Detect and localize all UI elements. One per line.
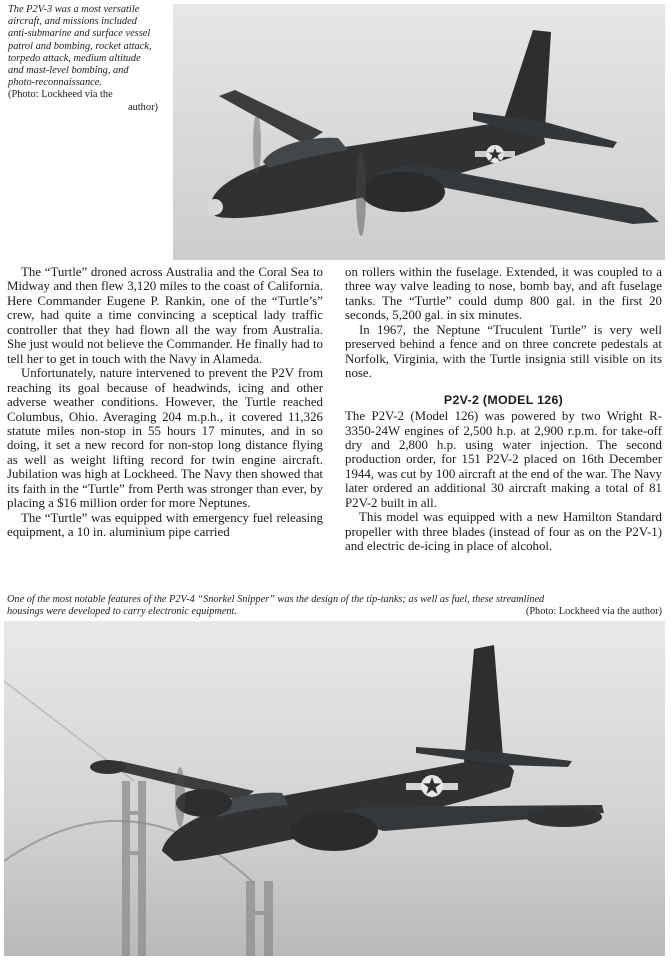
top-caption-credit — [8, 89, 158, 113]
top-caption-text: The P2V-3 was a most versatile aircraft, and missions included anti-submarine and surface vessel patrol and bombing, rocket attack, torpedo attack, medium altitude and mast-level bombing, and photo-reconnaissance. — [8, 4, 152, 89]
top-photo-caption — [8, 4, 158, 114]
right-paragraph-3: The P2V-2 (Model 126) was powered by two Wright R-3350-24W engines of 2,500 h.p. at 2,900 r.p.m. for take-off dry and 2,800 h.p. using water injection. The second production order, for 151 P2V-2 placed on 16th December 1944, was cut by 100 aircraft at the end of the war. The Navy later ordered an additional 30 aircraft making a total of 81 P2V-2 built in all. — [345, 409, 662, 510]
right-paragraph-1: on rollers within the fuselage. Extended, it was coupled to a three way valve leading to nose, bomb bay, and aft fuselage tanks. The “Turtle” could dump 800 gal. in the first 20 seconds, 5,200 gal. in six minutes. — [345, 265, 662, 323]
p2v4-aircraft-photo — [4, 621, 665, 956]
right-paragraph-2: In 1967, the Neptune “Truculent Turtle” is very well preserved behind a fence and on three concrete pedestals at Norfolk, Virginia, with the Turtle insignia still visible on its nose. — [345, 322, 662, 381]
left-paragraph-1: The “Turtle” droned across Australia and the Coral Sea to Midway and then flew 3,120 miles to the coast of California. Here Commander Eugene P. Rankin, one of the “Turtle’s” crew, had quite a time convincing a sceptical lady traffic controller that they had flown all the way from Australia. She just would not believe the Commander. He finally had to tell her to get in touch with the Navy in Alameda. — [7, 265, 323, 366]
top-caption-credit-line1: (Photo: Lockheed via the — [8, 89, 113, 101]
right-text-column — [345, 265, 662, 554]
mid-caption-line2: housings were developed to carry electronic equipment. — [7, 605, 237, 617]
p2v3-aircraft-photo — [173, 4, 665, 260]
left-paragraph-3: The “Turtle” was equipped with emergency fuel releasing equipment, a 10 in. aluminium pipe carried — [7, 510, 323, 540]
bottom-photo-caption — [7, 594, 662, 618]
mid-caption-line2-row — [7, 606, 662, 618]
section-heading: P2V-2 (MODEL 126) — [443, 392, 564, 407]
p2v4-aircraft-illustration — [4, 621, 665, 956]
mid-caption-credit: (Photo: Lockheed via the author) — [525, 605, 662, 617]
mid-caption-line1: One of the most notable features of the P2V-4 “Snorkel Snipper” was the design of the tip-tanks; as well as fuel, these streamlined — [7, 594, 545, 605]
left-text-column — [7, 265, 323, 540]
right-paragraph-4: This model was equipped with a new Hamilton Standard propeller with three blades (instead of four as on the P2V-1) and electric de-icing in place of alcohol. — [345, 510, 662, 554]
left-paragraph-2: Unfortunately, nature intervened to prevent the P2V from reaching its goal because of headwinds, icing and other adverse weather conditions. However, the Turtle reached Columbus, Ohio. Averaging 204 m.p.h., it covered 11,326 statute miles non-stop in 55 hours 17 minutes, and in so doing, it set a new record for non-stop long distance flying as well as weight lifting record for twin engine aircraft. Jubilation was high at Lockheed. The Navy then showed that its faith in the “Turtle” from Perth was stronger than ever, by placing a $16 million order for more Neptunes. — [7, 366, 323, 511]
p2v3-aircraft-illustration — [173, 4, 665, 260]
top-caption-credit-line2: author) — [127, 101, 158, 113]
